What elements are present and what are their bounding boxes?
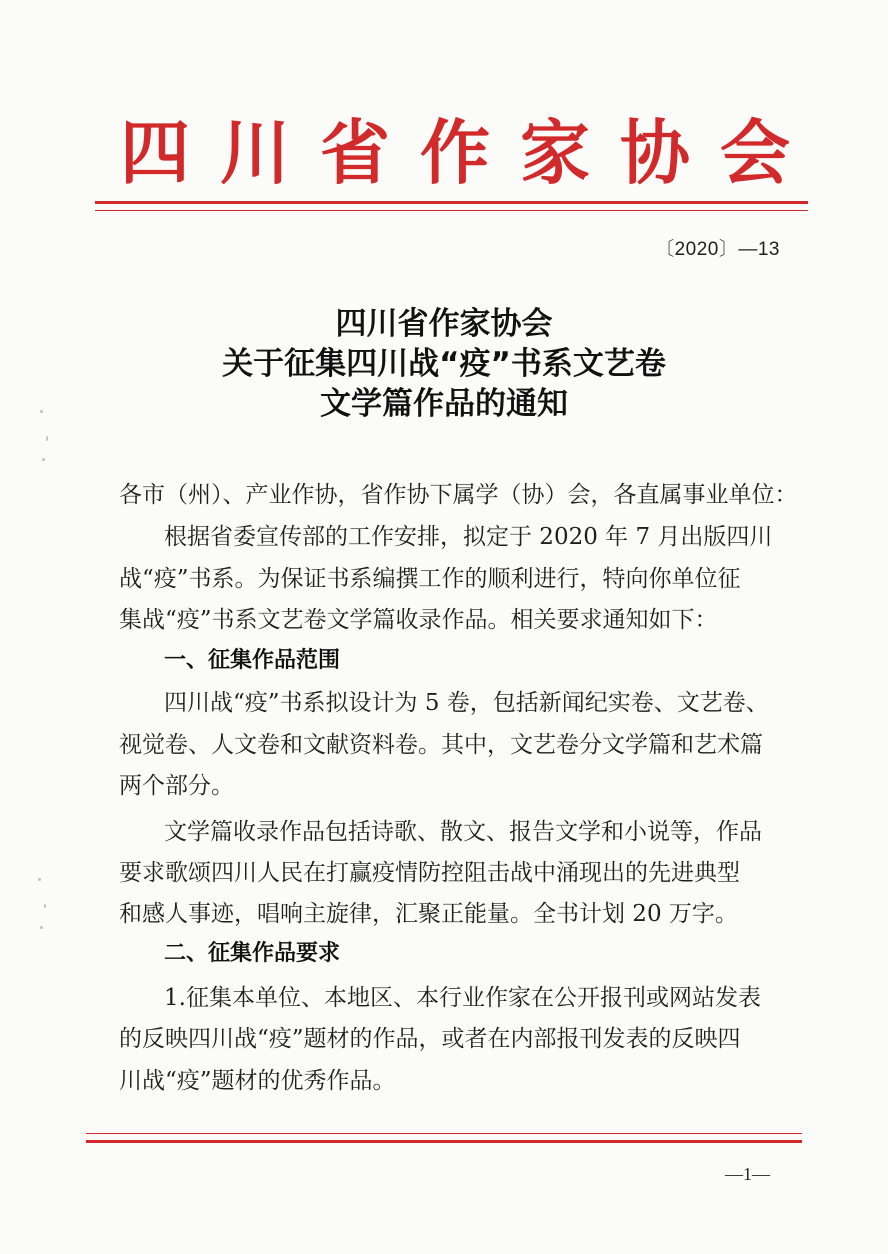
- letterhead-char: 川: [220, 111, 290, 194]
- document-title-line-3: 文学篇作品的通知: [320, 386, 568, 422]
- scan-speck: [40, 410, 43, 413]
- scan-speck: [40, 926, 43, 929]
- section2-paragraph1-line: 1.征集本单位、本地区、本行业作家在公开报刊或网站发表: [164, 985, 761, 1011]
- document-title-line-1: 四川省作家协会: [335, 306, 553, 342]
- scan-speck: [46, 436, 48, 441]
- scan-speck: [42, 458, 45, 461]
- section-heading-requirements: 二、征集作品要求: [164, 941, 341, 966]
- section-heading-scope: 一、征集作品范围: [164, 648, 341, 673]
- intro-line: 战“疫”书系。为保证书系编撰工作的顺利进行，特向你单位征: [119, 566, 741, 592]
- letterhead-char: 作: [420, 111, 490, 194]
- letterhead-char: 协: [620, 111, 690, 194]
- scan-speck: [44, 904, 46, 908]
- page-number: —1—: [725, 1164, 770, 1184]
- section2-paragraph1-line: 的反映四川战“疫”题材的作品，或者在内部报刊发表的反映四: [119, 1026, 741, 1052]
- letterhead-title: [120, 108, 790, 198]
- scan-speck: [38, 878, 41, 881]
- letterhead-char: 会: [720, 111, 790, 194]
- letterhead-char: 四: [120, 111, 190, 194]
- section1-paragraph1-line: 视觉卷、人文卷和文献资料卷。其中，文艺卷分文学篇和艺术篇: [119, 732, 763, 758]
- header-divider-thin: [95, 210, 808, 211]
- footer-divider-thick: [86, 1140, 802, 1143]
- footer-divider-thin: [86, 1133, 802, 1134]
- document-title-line-2: 关于征集四川战“疫”书系文艺卷: [222, 346, 666, 382]
- section1-paragraph1-line: 两个部分。: [119, 773, 234, 799]
- intro-line: 集战“疫”书系文艺卷文学篇收录作品。相关要求通知如下：: [119, 607, 718, 633]
- section2-paragraph1-line: 川战“疫”题材的优秀作品。: [119, 1068, 396, 1094]
- addressee-line: 各市（州）、产业作协，省作协下属学（协）会，各直属事业单位：: [119, 482, 798, 508]
- section1-paragraph2-line: 要求歌颂四川人民在打赢疫情防控阻击战中涌现出的先进典型: [119, 860, 740, 886]
- section1-paragraph2-line: 文学篇收录作品包括诗歌、散文、报告文学和小说等，作品: [164, 819, 762, 845]
- letterhead-char: 家: [520, 111, 590, 194]
- section1-paragraph2-line: 和感人事迹，唱响主旋律，汇聚正能量。全书计划 20 万字。: [119, 901, 738, 927]
- letterhead-char: 省: [320, 111, 390, 194]
- section1-paragraph1-line: 四川战“疫”书系拟设计为 5 卷，包括新闻纪实卷、文艺卷、: [164, 690, 769, 716]
- header-divider-thick: [95, 201, 808, 204]
- intro-line: 根据省委宣传部的工作安排，拟定于 2020 年 7 月出版四川: [164, 524, 773, 550]
- document-number: 〔2020〕—13: [655, 239, 780, 260]
